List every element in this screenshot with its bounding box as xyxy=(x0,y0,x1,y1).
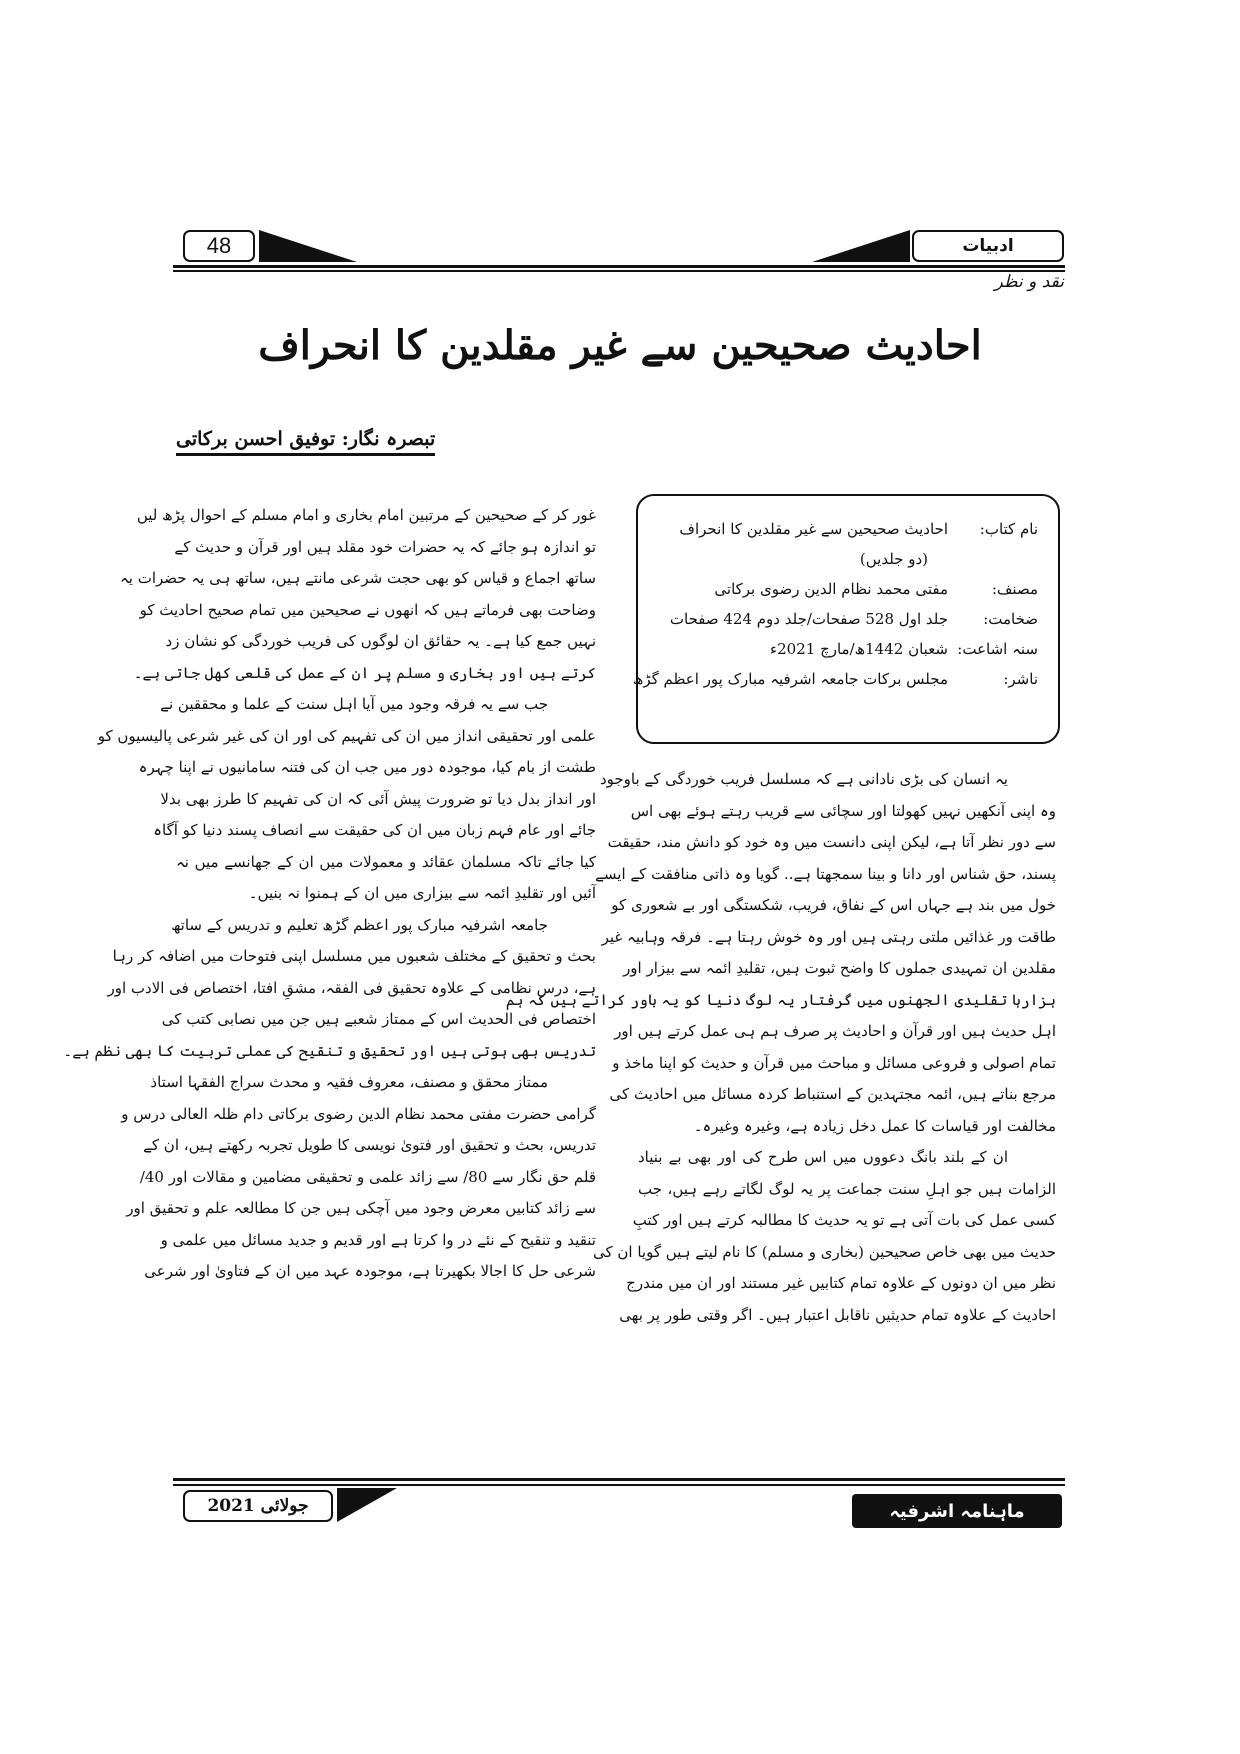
text-line: قلم حق نگار سے 80/ سے زائد علمی و تحقیقی مضامین و مقالات اور 40/ xyxy=(139,1167,596,1186)
text-line: جب سے یہ فرقہ وجود میں آیا اہل سنت کے علما و محققین نے xyxy=(160,695,548,713)
info-label: مصنف: xyxy=(991,580,1038,598)
info-value: جلد اول 528 صفحات/جلد دوم 424 صفحات xyxy=(669,610,948,628)
magazine-brand xyxy=(852,1494,1062,1528)
text-line: غور کر کے صحیحین کے مرتبین امام بخاری و امام مسلم کے احوال پڑھ لیں xyxy=(136,506,596,524)
text-line: وہ اپنی آنکھیں نہیں کھولتا اور سچائی سے قریب رہتے ہوئے بھی اس xyxy=(630,801,1056,820)
text-line: وضاحت بھی فرماتے ہیں کہ انھوں نے صحیحین میں تمام صحیح احادیث کو xyxy=(139,600,596,619)
text-line: ممتاز محقق و مصنف، معروف فقیہ و محدث سراج الفقہا استاذ xyxy=(150,1073,548,1091)
info-value: مفتی محمد نظام الدین رضوی برکاتی xyxy=(714,580,948,598)
text-line: اختصاص فی الحدیث اس کے ممتاز شعبے ہیں جن میں نصابی کتب کی xyxy=(161,1010,596,1028)
header-left-wedge xyxy=(259,230,359,262)
info-label: نام کتاب: xyxy=(979,520,1038,538)
text-line: مقلدین ان تمہیدی جملوں کا واضح ثبوت ہیں، تقلیدِ ائمہ سے بیزار اور xyxy=(623,959,1056,977)
text-line: مخالفت اور قیاسات کا عمل دخل زیادہ ہے، وغیرہ وغیرہ۔ xyxy=(693,1116,1056,1135)
text-line: مرجع بناتے ہیں، ائمہ مجتہدین کے استنباط کردہ مسائل میں احادیث کی xyxy=(609,1085,1056,1103)
info-row-title xyxy=(652,514,1038,544)
text-line: تنقید و تنقیح کے نئے در وا کرتا ہے اور قدیم و جدید مسائل میں علمی و xyxy=(160,1230,596,1249)
info-row-pages xyxy=(652,604,1038,634)
info-label: سنہ اشاعت: xyxy=(957,640,1038,658)
text-line: خول میں بند ہے جہاں اس کے نفاق، فریب، شکستگی اور بے شعوری کو xyxy=(611,896,1056,914)
text-line: شرعی حل کا اجالا بکھیرتا ہے، موجودہ عہد میں ان کے فتاویٰ اور شرعی xyxy=(144,1262,596,1280)
text-line: سے زائد کتابیں معرض وجود میں آچکی ہیں جن کا مطالعہ علم و تحقیق اور xyxy=(126,1199,596,1217)
text-line: کرتے ہیں اور بخاری و مسلم پر ان کے عمل کی قلعی کھل جاتی ہے۔ xyxy=(133,663,596,682)
text-line: احادیث کے علاوہ تمام حدیثیں ناقابل اعتبار ہیں۔ اگر وقتی طور پر بھی xyxy=(619,1305,1056,1324)
text-line: ہزارہا تقلیدی الجھنوں میں گرفتار یہ لوگ دنیا کو یہ باور کراتے ہیں کہ ہم xyxy=(505,990,1056,1009)
footer-wedge xyxy=(337,1488,399,1522)
magazine-name: ماہنامہ اشرفیہ xyxy=(889,1500,1025,1522)
issue-date-box xyxy=(183,1490,333,1522)
info-row-publisher xyxy=(632,664,1038,694)
text-line: ان کے بلند بانگ دعووں میں اس طرح کی اور بھی بے بنیاد xyxy=(638,1148,1008,1166)
text-line: جامعہ اشرفیہ مبارک پور اعظم گڑھ تعلیم و تدریس کے ساتھ xyxy=(171,915,548,934)
info-value: احادیث صحیحین سے غیر مقلدین کا انحراف xyxy=(679,520,948,538)
text-line: پسند، حق شناس اور دانا و بینا سمجھتا ہے.. گویا وہ ذاتی منافقت کے ایسے xyxy=(595,864,1056,883)
header-rule-thin xyxy=(173,270,1065,272)
text-line: تدریس، بحث و تحقیق اور فتویٰ نویسی کا طویل تجربہ رکھتے ہیں، ان کے xyxy=(143,1136,596,1154)
text-line: گرامی حضرت مفتی محمد نظام الدین رضوی برکاتی دام ظلہ العالی درس و xyxy=(121,1104,596,1123)
header-right-wedge xyxy=(810,230,910,262)
text-line: نہیں جمع کیا ہے۔ یہ حقائق ان لوگوں کی فریب خوردگی کو نشان زد xyxy=(165,632,596,650)
issue-date: جولائی 2021 xyxy=(207,1496,309,1516)
text-line: آئیں اور تقلیدِ ائمہ سے بیزاری میں ان کے ہمنوا نہ بنیں۔ xyxy=(248,884,596,902)
body-column-right xyxy=(505,764,1056,1331)
text-line: کیا جائے تاکہ مسلمان عقائد و معمولات میں ان کے جھانسے میں نہ xyxy=(176,852,596,871)
text-line: بحث و تحقیق کے مختلف شعبوں میں مسلسل اپنی فتوحات میں اضافہ کر رہا xyxy=(112,947,596,965)
text-line: علمی اور تحقیقی انداز میں ان کی تفہیم کی اور ان کی غیر شرعی پالیسیوں کو xyxy=(97,726,596,745)
text-line: طشت از بام کیا، موجودہ دور میں جب ان کی فتنہ سامانیوں نے اپنا چہرہ xyxy=(138,758,596,776)
info-label xyxy=(948,544,1038,574)
article-title: احادیث صحیحین سے غیر مقلدین کا انحراف xyxy=(258,322,982,369)
book-info-box xyxy=(632,494,1060,744)
info-value: شعبان 1442ھ/مارچ 2021ء xyxy=(770,640,948,658)
info-value: (دو جلدیں) xyxy=(859,550,928,568)
header-rule xyxy=(173,265,1065,268)
article-byline: تبصرہ نگار: توفیق احسن برکاتی xyxy=(176,428,435,456)
section-tag xyxy=(912,230,1064,262)
text-line: سے دور نظر آتا ہے، لیکن اپنی دانست میں وہ خود کو دانش مند، حقیقت xyxy=(607,833,1056,851)
text-line: تدریس بھی ہوتی ہیں اور تحقیق و تنقیح کی عملی تربیت کا بھی نظم ہے۔ xyxy=(63,1041,596,1060)
category-kicker: نقد و نظر xyxy=(994,272,1064,292)
body-column-left xyxy=(63,500,596,1288)
text-line: الزامات ہیں جو اہلِ سنت جماعت پر یہ لوگ لگاتے رہے ہیں، جب xyxy=(638,1179,1056,1198)
text-line: جائے اور عام فہم زبان میں ان کی حقیقت سے انصاف پسند دنیا کو آگاہ xyxy=(153,821,596,839)
info-row-volumes xyxy=(652,544,1038,574)
text-line: طاقت ور غذائیں ملتی رہتی ہیں اور وہ خوش رہتا ہے۔ فرقہ وہابیہ غیر xyxy=(601,927,1056,946)
text-line: تمام اصولی و فروعی مسائل و مباحث میں قرآن و حدیث کو اپنا ماخذ و xyxy=(612,1053,1056,1072)
info-row-year xyxy=(652,634,1038,664)
text-line: نظر میں ان دونوں کے علاوہ تمام کتابیں غیر مستند اور ان میں مندرج xyxy=(626,1274,1056,1292)
footer-rule-thin xyxy=(173,1484,1065,1486)
info-row-author xyxy=(652,574,1038,604)
text-line: کسی عمل کی بات آتی ہے تو یہ حدیث کا مطالبہ کرتے ہیں اور کتبِ xyxy=(632,1211,1056,1229)
footer-rule xyxy=(173,1478,1065,1481)
section-label: ادبیات xyxy=(962,236,1014,256)
info-label: ضخامت: xyxy=(983,610,1038,628)
text-line: ساتھ اجماع و قیاس کو بھی حجت شرعی مانتے ہیں، ساتھ ہی یہ حضرات یہ xyxy=(120,569,596,587)
text-line: یہ انسان کی بڑی نادانی ہے کہ مسلسل فریب خوردگی کے باوجود xyxy=(599,770,1008,788)
text-line: حدیث میں بھی خاص صحیحین (بخاری و مسلم) کا نام لیتے ہیں گویا ان کی xyxy=(592,1242,1056,1261)
page-number: 48 xyxy=(206,233,232,258)
text-line: اور انداز بدل دیا تو ضرورت پیش آئی کہ ان کی تفہیم کا طرز بھی بدلا xyxy=(160,789,596,808)
text-line: تو اندازہ ہو جائے کہ یہ حضرات خود مقلد ہیں اور قرآن و حدیث کے xyxy=(174,537,596,556)
info-value: مجلس برکات جامعہ اشرفیہ مبارک پور اعظم گڑھ xyxy=(632,670,948,688)
info-label: ناشر: xyxy=(1003,670,1038,688)
text-line: ہے، درس نظامی کے علاوہ تحقیق فی الفقہ، مشقِ افتا، اختصاص فی الادب اور xyxy=(107,978,596,997)
page-number-box xyxy=(183,230,255,262)
text-line: اہل حدیث ہیں اور قرآن و احادیث پر صرف ہم ہی عمل کرتے ہیں اور xyxy=(614,1022,1056,1040)
